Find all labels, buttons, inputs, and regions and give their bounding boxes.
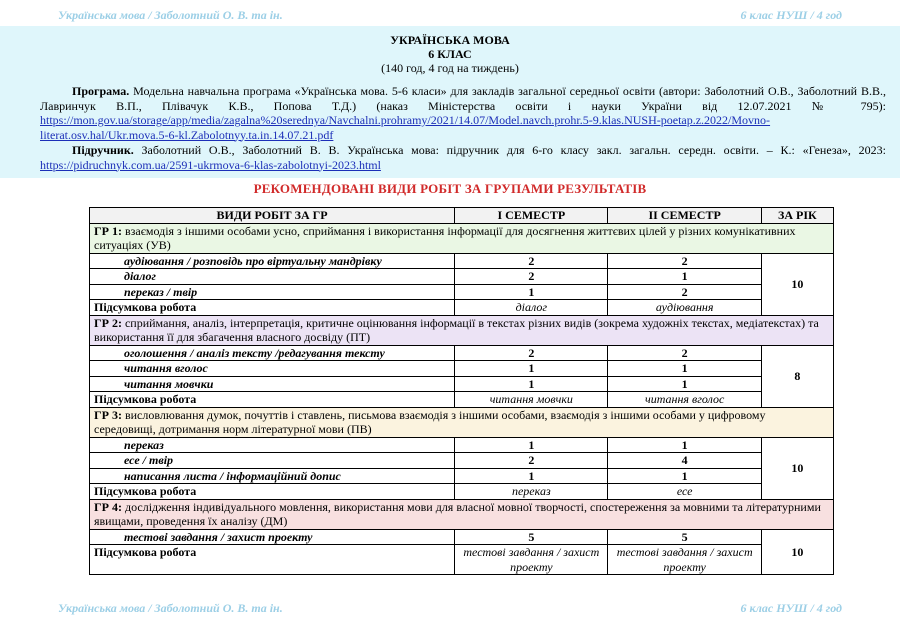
semester-1-count: 1 <box>455 437 608 453</box>
grade-title: 6 КЛАС <box>428 47 472 61</box>
hours-subtitle: (140 год, 4 год на тиждень) <box>381 61 519 75</box>
table-row <box>90 376 834 392</box>
activity-name: тестові завдання / захист проекту <box>90 529 455 545</box>
summary-label: Підсумкова робота <box>90 392 455 408</box>
activity-name: оголошення / аналіз тексту /редагування тексту <box>90 345 455 361</box>
semester-1-count: 1 <box>455 376 608 392</box>
work-types-table <box>89 207 834 575</box>
summary-semester-2: есе <box>608 484 761 500</box>
group-description <box>90 315 834 345</box>
summary-row <box>90 392 834 408</box>
semester-2-count: 2 <box>608 284 761 300</box>
activity-name: переказ / твір <box>90 284 455 300</box>
summary-label: Підсумкова робота <box>90 545 455 575</box>
semester-1-count: 1 <box>455 468 608 484</box>
semester-2-count: 2 <box>608 345 761 361</box>
textbook-text: Заболотний О.В., Заболотний В. В. Українська мова: підручник для 6-го класу закл. загальн. середн. освіти. – К.: «Генеза», 2023: <box>133 143 886 157</box>
group-row <box>90 315 834 345</box>
summary-row <box>90 300 834 316</box>
year-total: 8 <box>761 345 833 407</box>
document-title <box>0 33 900 75</box>
group-text: дослідження індивідуального мовлення, використання мови для власної мовної творчості, спостереження за мовними та літературними явищами, проведення їх аналізу (ДМ) <box>94 499 821 528</box>
activity-name: читання мовчки <box>90 376 455 392</box>
header-year: ЗА РІК <box>761 208 833 224</box>
semester-1-count: 1 <box>455 284 608 300</box>
program-paragraph <box>40 84 886 142</box>
summary-semester-1: читання мовчки <box>455 392 608 408</box>
summary-label: Підсумкова робота <box>90 300 455 316</box>
group-label: ГР 2: <box>94 315 122 330</box>
group-row <box>90 499 834 529</box>
group-label: ГР 4: <box>94 499 122 514</box>
header-semester-2: ІІ СЕМЕСТР <box>608 208 761 224</box>
summary-semester-2: аудіювання <box>608 300 761 316</box>
summary-row <box>90 484 834 500</box>
semester-2-count: 1 <box>608 269 761 285</box>
program-label: Програма. <box>72 84 130 98</box>
table-row <box>90 284 834 300</box>
section-title: РЕКОМЕНДОВАНІ ВИДИ РОБІТ ЗА ГРУПАМИ РЕЗУЛЬТАТІВ <box>253 181 647 196</box>
table-row <box>90 453 834 469</box>
semester-1-count: 5 <box>455 529 608 545</box>
group-label: ГР 1: <box>94 223 122 238</box>
activity-name: есе / твір <box>90 453 455 469</box>
semester-2-count: 1 <box>608 468 761 484</box>
summary-semester-1: діалог <box>455 300 608 316</box>
semester-2-count: 1 <box>608 376 761 392</box>
table-row <box>90 361 834 377</box>
summary-semester-2: читання вголос <box>608 392 761 408</box>
summary-semester-1: переказ <box>455 484 608 500</box>
semester-1-count: 1 <box>455 361 608 377</box>
year-total: 10 <box>761 253 833 315</box>
group-text: взаємодія з іншими особами усно, сприймання і використання інформації для досягнення життєвих цілей у різних комунікативних ситуаціях (УВ) <box>94 223 796 252</box>
activity-name: написання листа / інформаційний допис <box>90 468 455 484</box>
header-work-types: ВИДИ РОБІТ ЗА ГР <box>90 208 455 224</box>
group-description <box>90 407 834 437</box>
activity-name: переказ <box>90 437 455 453</box>
year-total: 10 <box>761 529 833 575</box>
table-body <box>90 223 834 575</box>
summary-semester-2: тестові завдання / захист проекту <box>608 545 761 575</box>
activity-name: аудіювання / розповідь про віртуальну мандрівку <box>90 253 455 269</box>
table-row <box>90 437 834 453</box>
year-total: 10 <box>761 437 833 499</box>
semester-2-count: 5 <box>608 529 761 545</box>
program-link[interactable]: https://mon.gov.ua/storage/app/media/zagalna%20serednya/Navchalni.prohramy/2021/14.07/Model.navch.prohr.5-9.klas.NUSH-poetap.z.2022/Movno-literat.osv.hal/Ukr.mova.5-6-kl.Zabolotnyy.ta.in.14.07.21.pdf <box>40 113 771 142</box>
activity-name: діалог <box>90 269 455 285</box>
running-footer-left: Українська мова / Заболотний О. В. та ін. <box>58 601 283 615</box>
textbook-link[interactable]: https://pidruchnyk.com.ua/2591-ukrmova-6-klas-zabolotnyi-2023.html <box>40 157 381 172</box>
group-row <box>90 407 834 437</box>
group-description <box>90 499 834 529</box>
group-description <box>90 223 834 253</box>
semester-2-count: 1 <box>608 361 761 377</box>
semester-1-count: 2 <box>455 345 608 361</box>
textbook-label: Підручник. <box>72 143 134 157</box>
subject-title: УКРАЇНСЬКА МОВА <box>390 33 510 47</box>
table-row <box>90 529 834 545</box>
semester-2-count: 2 <box>608 253 761 269</box>
table-row <box>90 253 834 269</box>
semester-1-count: 2 <box>455 269 608 285</box>
group-label: ГР 3: <box>94 407 122 422</box>
group-text: висловлювання думок, почуттів і ставлень, письмова взаємодія з іншими особами, взаємодія з іншими особами у цифровому середовищі, дотримання норм літературної мови (ПВ) <box>94 407 766 436</box>
semester-1-count: 2 <box>455 253 608 269</box>
program-text: Модельна навчальна програма «Українська мова. 5-6 класи» для закладів загальної середньої освіти (автори: Заболотний О.В., Заболотний В.В., Лавринчук В.П., Плівачук К.В., Попова Т.Д.) (наказ Міністерства освіти і науки України від 12.07.2021 № 795): <box>40 84 886 113</box>
table-row <box>90 269 834 285</box>
group-row <box>90 223 834 253</box>
running-footer-right: 6 клас НУШ / 4 год <box>740 601 842 615</box>
running-header-left: Українська мова / Заболотний О. В. та ін. <box>58 8 283 22</box>
table-row <box>90 468 834 484</box>
semester-2-count: 1 <box>608 437 761 453</box>
summary-row <box>90 545 834 575</box>
group-text: сприймання, аналіз, інтерпретація, критичне оцінювання інформації в текстах різних видів (зокрема художніх текстах, медіатекстах) та використання її для збагачення власного досвіду (ПТ) <box>94 315 819 344</box>
header-semester-1: І СЕМЕСТР <box>455 208 608 224</box>
semester-1-count: 2 <box>455 453 608 469</box>
textbook-paragraph <box>40 143 886 172</box>
summary-semester-1: тестові завдання / захист проекту <box>455 545 608 575</box>
activity-name: читання вголос <box>90 361 455 377</box>
running-header-right: 6 клас НУШ / 4 год <box>740 8 842 22</box>
table-header-row <box>90 208 834 224</box>
table-row <box>90 345 834 361</box>
semester-2-count: 4 <box>608 453 761 469</box>
summary-label: Підсумкова робота <box>90 484 455 500</box>
